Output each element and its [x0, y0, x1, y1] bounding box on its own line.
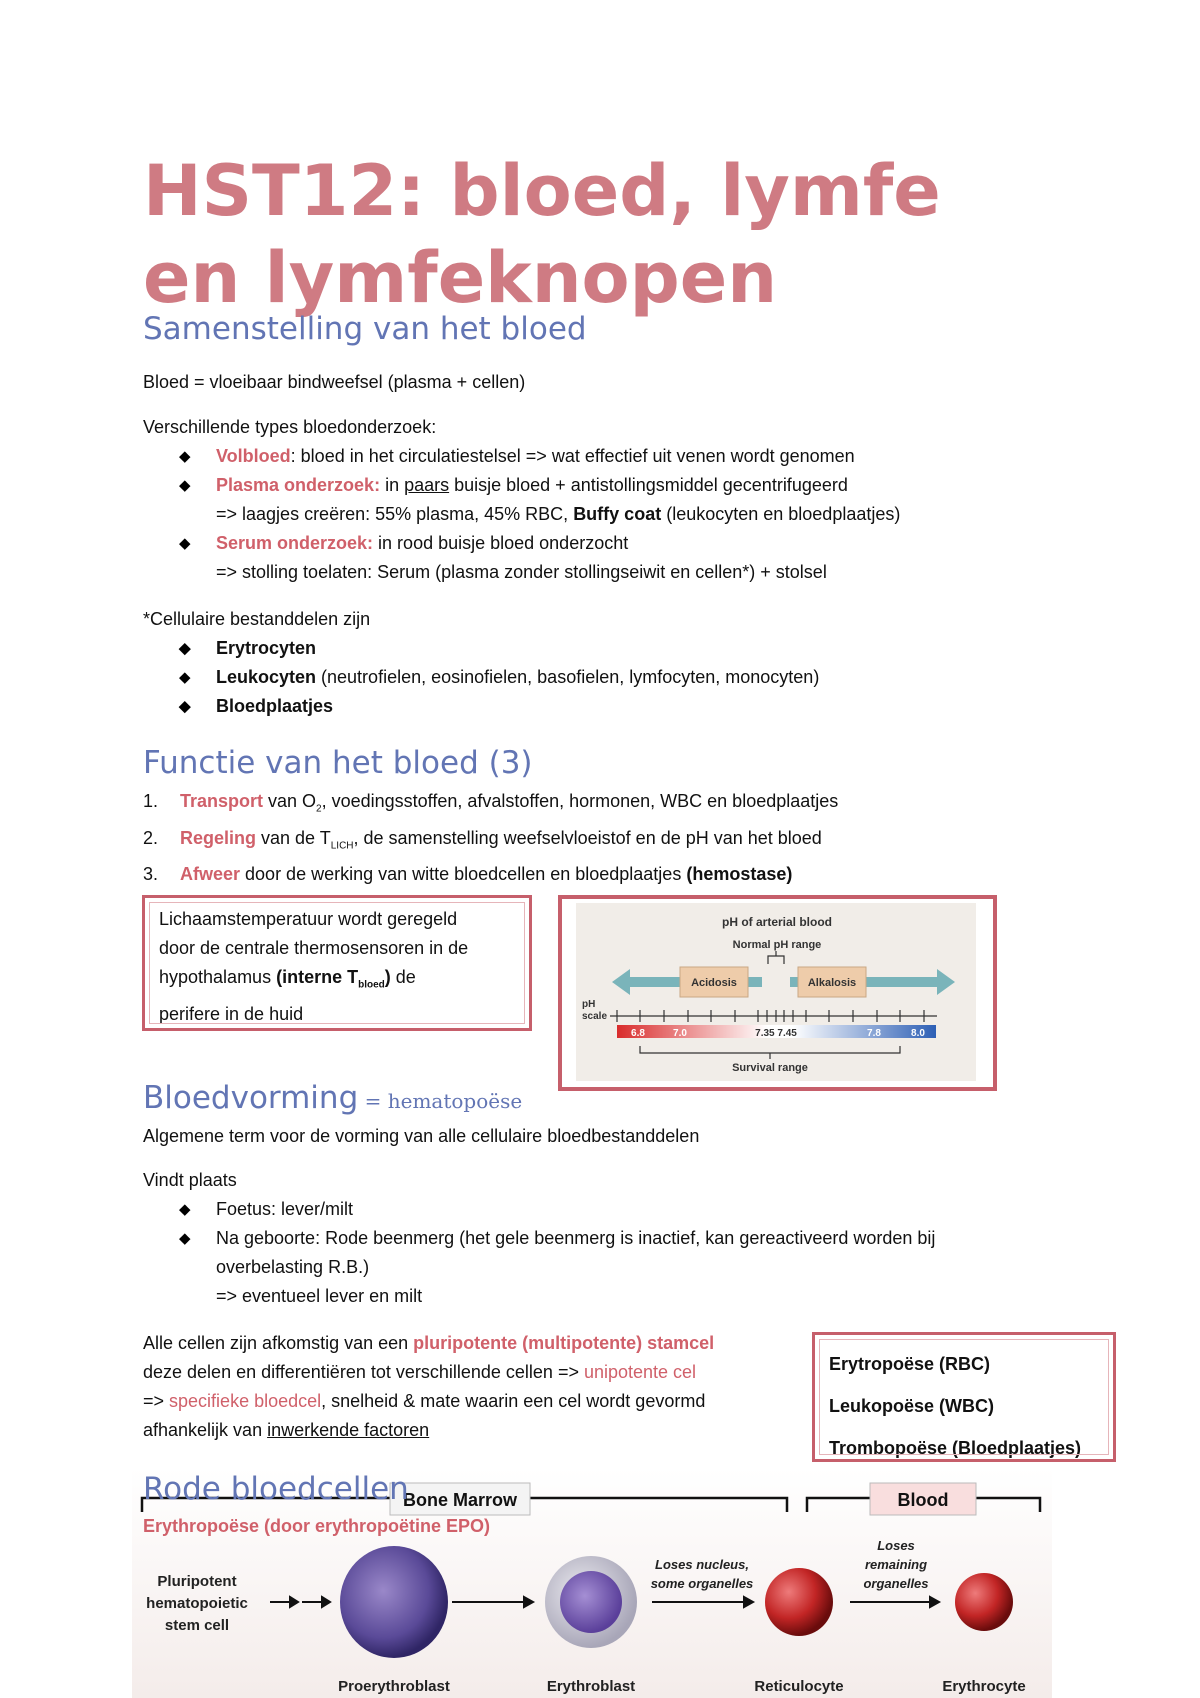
- list-item: 1. Transport van $O_2$, voedingsstoffen, afvalstoffen, hormonen, WBC en bloedplaatjes: [143, 791, 839, 815]
- ph-axis-label-1: pH: [582, 999, 596, 1010]
- survival-range-label: Survival range: [732, 1062, 808, 1074]
- tick-7-35-7-45: 7.35 7.45: [755, 1028, 797, 1039]
- loses-nucleus-label-1: Loses nucleus,: [655, 1557, 749, 1572]
- ph-figure-box: [558, 895, 997, 1091]
- hematopoiesis-definition: Algemene term voor de vorming van alle cellulaire bloedbestanddelen: [143, 1126, 700, 1146]
- erythroblast-nucleus: [560, 1571, 622, 1633]
- tick-7-0: 7.0: [673, 1028, 687, 1039]
- function-list: [143, 787, 838, 889]
- reticulocyte-cell: [765, 1568, 833, 1636]
- loses-organelles-label-1: Loses: [877, 1538, 915, 1553]
- tick-7-8: 7.8: [867, 1028, 881, 1039]
- stem-cell-label-1: Pluripotent: [157, 1573, 237, 1590]
- poiesis-types-box: [812, 1332, 1116, 1462]
- loses-organelles-label-2: remaining: [864, 1557, 928, 1572]
- loses-nucleus-label-2: some organelles: [650, 1576, 754, 1591]
- section-heading-function: Functie van het bloed (3): [143, 745, 533, 781]
- list-item: ◆ Erytrocyten: [143, 634, 819, 663]
- tick-8-0: 8.0: [911, 1028, 925, 1039]
- loses-organelles-label-3: organelles: [863, 1576, 929, 1591]
- erythropoiesis-label: Erytropoëse (RBC): [829, 1354, 991, 1374]
- cellular-list: [143, 634, 819, 721]
- erythrocyte-label: Erythrocyte: [942, 1678, 1026, 1695]
- stem-cell-paragraph: Alle cellen zijn afkomstig van een pluripotente (multipotente) stamcel deze delen en differentiëren tot verschillende cellen => unipotente cel => specifieke bloedcel, snelheid & mate waarin een cel wordt gevormd afhankelijk van inwerkende factoren: [143, 1333, 715, 1440]
- proerythroblast-label: Proerythroblast: [338, 1678, 450, 1695]
- section-heading-composition: Samenstelling van het bloed: [143, 311, 587, 347]
- title-line-2: en lymfeknopen: [143, 237, 778, 319]
- ph-figure-title: pH of arterial blood: [721, 915, 833, 929]
- section-heading-red-blood-cells: Rode bloedcellen: [143, 1471, 409, 1507]
- proerythroblast-cell: [340, 1546, 448, 1658]
- blood-label: Blood: [897, 1490, 949, 1510]
- ph-figure-background: [576, 903, 976, 1081]
- erythroblast-label: Erythroblast: [546, 1678, 636, 1695]
- erythropoiesis-subheading: Erythropoëse (door erythropoëtine EPO): [143, 1516, 491, 1536]
- list-item: ◆ Plasma onderzoek: in paars buisje bloed + antistollingsmiddel gecentrifugeerd => laagjes creëren: 55% plasma, 45% RBC, Buffy coat (leukocyten en bloedplaatjes): [143, 471, 900, 529]
- location-list: [143, 1195, 935, 1311]
- erythrocyte-cell: [955, 1573, 1013, 1631]
- list-item: ◆ Volbloed: bloed in het circulatiestelsel => wat effectief uit venen wordt genomen: [143, 442, 900, 471]
- list-item: ◆ Serum onderzoek: in rood buisje bloed onderzocht => stolling toelaten: Serum (plasma zonder stollingseiwit en cellen*) + stolsel: [143, 529, 900, 587]
- stem-cell-label-3: stem cell: [164, 1617, 230, 1634]
- normal-range-label: Normal pH range: [732, 939, 822, 951]
- test-types-list: [143, 442, 900, 587]
- acidosis-label: Acidosis: [691, 977, 737, 989]
- leukopoiesis-label: Leukopoëse (WBC): [829, 1396, 995, 1416]
- stem-cell-label-2: hematopoietic: [146, 1595, 248, 1612]
- list-item: ◆ Foetus: lever/milt: [143, 1195, 935, 1224]
- cellular-label: *Cellulaire bestanddelen zijn: [143, 609, 371, 629]
- list-item: ◆ Leukocyten (neutrofielen, eosinofielen, basofielen, lymfocyten, monocyten): [143, 663, 819, 692]
- section-heading-hematopoiesis: Bloedvorming = hematopoëse: [143, 1080, 523, 1116]
- alkalosis-label: Alkalosis: [807, 977, 857, 989]
- test-types-label: Verschillende types bloedonderzoek:: [143, 417, 437, 437]
- bone-marrow-label: Bone Marrow: [402, 1490, 518, 1510]
- thrombopoiesis-label: Trombopoëse (Bloedplaatjes): [829, 1438, 1082, 1458]
- list-item: ◆ Na geboorte: Rode beenmerg (het gele beenmerg is inactief, kan gereactiveerd worden bij overbelasting R.B.) => eventueel lever en milt: [143, 1224, 935, 1311]
- page-title: [143, 148, 941, 322]
- ph-axis-label-2: scale: [582, 1011, 608, 1022]
- list-item: 2. Regeling van de $T_{LICH}$, de samenstelling weefselvloeistof en de pH van het bloed: [143, 827, 822, 852]
- ph-scale-figure: [562, 899, 993, 1087]
- tick-6-8: 6.8: [631, 1028, 645, 1039]
- list-item: ◆ Bloedplaatjes: [143, 692, 819, 721]
- reticulocyte-label: Reticulocyte: [754, 1678, 844, 1695]
- temperature-note-box: Lichaamstemperatuur wordt geregeld door de centrale thermosensoren in de hypothalamus (interne $T_{bloed}$) de perifere in de huid: [142, 895, 532, 1031]
- blood-definition: Bloed = vloeibaar bindweefsel (plasma + cellen): [143, 372, 526, 392]
- title-line-1: HST12: bloed, lymfe: [143, 150, 941, 232]
- location-label: Vindt plaats: [143, 1170, 237, 1190]
- list-item: 3. Afweer door de werking van witte bloedcellen en bloedplaatjes (hemostase): [143, 864, 793, 885]
